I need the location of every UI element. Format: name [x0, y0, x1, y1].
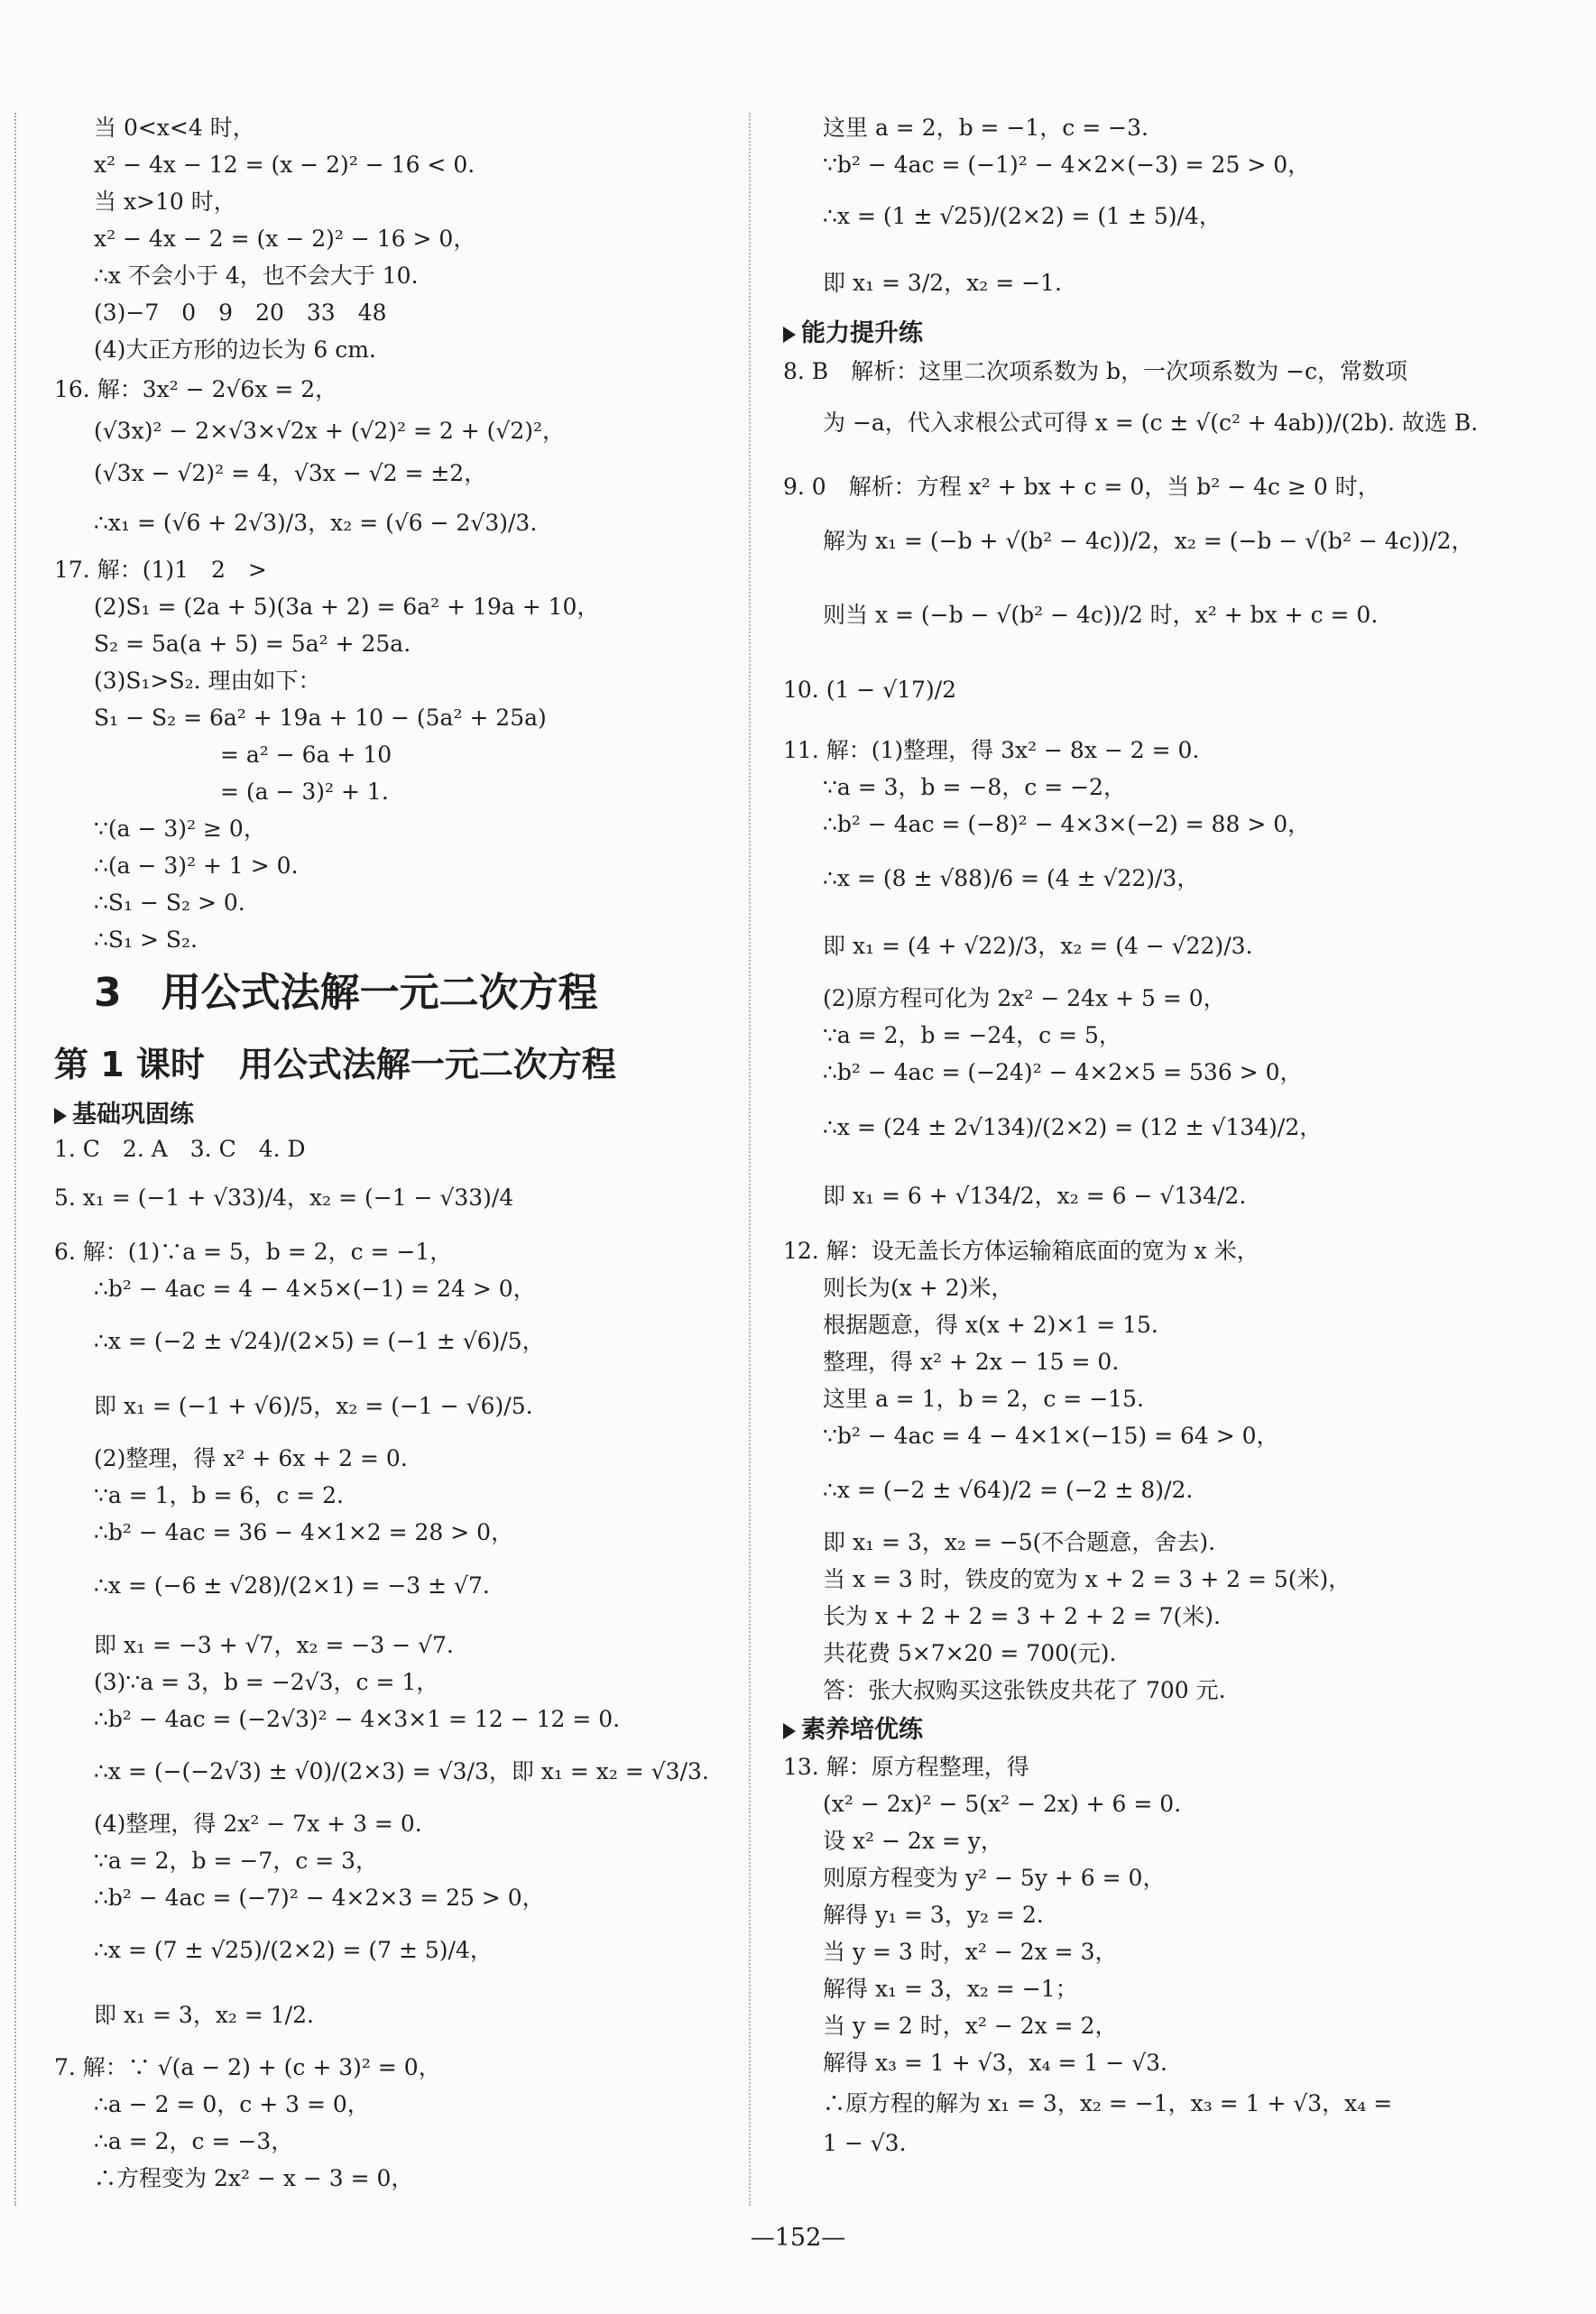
text-line: 解为 x₁ = (−b + √(b² − 4c))/2，x₂ = (−b − √(b² − 4c))/2，	[823, 528, 1474, 554]
text-line: 当 x>10 时，	[94, 189, 236, 215]
text-line: (3)∵a = 3，b = −2√3，c = 1，	[94, 1669, 439, 1695]
page-edge-marker	[14, 113, 16, 2206]
text-line: 当 x = 3 时，铁皮的宽为 x + 2 = 3 + 2 = 5(米)，	[823, 1566, 1352, 1592]
text-line: ∴b² − 4ac = (−2√3)² − 4×3×1 = 12 − 12 = 0.	[94, 1706, 621, 1732]
text-line: = a² − 6a + 10	[220, 742, 392, 768]
text-line: S₂ = 5a(a + 5) = 5a² + 25a.	[94, 631, 411, 657]
text-line: ∴S₁ > S₂.	[94, 927, 198, 953]
text-line: ∵b² − 4ac = 4 − 4×1×(−15) = 64 > 0，	[823, 1423, 1279, 1449]
lesson-title: 第 1 课时 用公式法解一元二次方程	[54, 1045, 616, 1084]
text-line: 这里 a = 1，b = 2，c = −15.	[823, 1386, 1144, 1412]
text-line: ∴x = (−6 ± √28)/(2×1) = −3 ± √7.	[94, 1572, 490, 1599]
problem-17-header: 17. 解：(1)1 2 >	[54, 557, 267, 583]
text-line: 整理，得 x² + 2x − 15 = 0.	[823, 1349, 1120, 1375]
page-number: —152—	[750, 2224, 846, 2252]
text-line: 解得 y₁ = 3，y₂ = 2.	[823, 1902, 1044, 1928]
chapter-title: 3 用公式法解一元二次方程	[94, 970, 598, 1016]
problem-7-header: 7. 解：∵ √(a − 2) + (c + 3)² = 0，	[54, 2054, 441, 2080]
text-line: (3)−7 0 9 20 33 48	[94, 300, 387, 326]
section-ability-heading: 能力提升练	[783, 318, 923, 349]
text-line: 1 − √3.	[823, 2130, 907, 2156]
text-line: 即 x₁ = −3 + √7，x₂ = −3 − √7.	[94, 1632, 454, 1658]
text-line: (4)大正方形的边长为 6 cm.	[94, 336, 376, 363]
text-line: S₁ − S₂ = 6a² + 19a + 10 − (5a² + 25a)	[94, 705, 547, 731]
text-line: 解得 x₃ = 1 + √3，x₄ = 1 − √3.	[823, 2050, 1167, 2076]
problem-12-header: 12. 解：设无盖长方体运输箱底面的宽为 x 米，	[783, 1238, 1259, 1264]
problem-11-header: 11. 解：(1)整理，得 3x² − 8x − 2 = 0.	[783, 737, 1200, 763]
text-line: 即 x₁ = (−1 + √6)/5，x₂ = (−1 − √6)/5.	[94, 1393, 533, 1419]
text-line: 5. x₁ = (−1 + √33)/4，x₂ = (−1 − √33)/4	[54, 1185, 514, 1211]
column-divider	[749, 113, 751, 2206]
text-line: ∵b² − 4ac = (−1)² − 4×2×(−3) = 25 > 0，	[823, 152, 1311, 178]
triangle-marker-icon	[54, 1108, 67, 1124]
text-line: ∴b² − 4ac = 4 − 4×5×(−1) = 24 > 0，	[94, 1276, 536, 1302]
problem-8: 8. B 解析：这里二次项系数为 b，一次项系数为 −c，常数项	[783, 358, 1408, 384]
text-line: (2)整理，得 x² + 6x + 2 = 0.	[94, 1445, 408, 1471]
text-line: 当 0<x<4 时，	[94, 115, 255, 141]
text-line: 共花费 5×7×20 = 700(元).	[823, 1640, 1117, 1666]
section-quality-heading: 素养培优练	[783, 1715, 923, 1746]
text-line: ∴原方程的解为 x₁ = 3，x₂ = −1，x₃ = 1 + √3，x₄ =	[823, 2090, 1393, 2116]
problem-10: 10. (1 − √17)/2	[783, 677, 957, 703]
text-line: ∴x₁ = (√6 + 2√3)/3，x₂ = (√6 − 2√3)/3.	[94, 510, 538, 536]
text-line: ∴x = (−2 ± √64)/2 = (−2 ± 8)/2.	[823, 1477, 1194, 1503]
text-line: 答：张大叔购买这张铁皮共花了 700 元.	[823, 1677, 1226, 1703]
text-line: ∴a = 2，c = −3，	[94, 2128, 294, 2154]
problem-13-header: 13. 解：原方程整理，得	[783, 1754, 1029, 1780]
problem-9: 9. 0 解析：方程 x² + bx + c = 0，当 b² − 4c ≥ 0 时，	[783, 474, 1380, 500]
text-line: 即 x₁ = 3/2，x₂ = −1.	[823, 270, 1062, 296]
text-line: 即 x₁ = 3，x₂ = −5(不合题意，舍去).	[823, 1529, 1216, 1555]
text-line: x² − 4x − 2 = (x − 2)² − 16 > 0，	[94, 226, 476, 252]
text-line: ∴b² − 4ac = (−8)² − 4×3×(−2) = 88 > 0，	[823, 811, 1311, 837]
text-line: 这里 a = 2，b = −1，c = −3.	[823, 115, 1149, 141]
text-line: (√3x − √2)² = 4，√3x − √2 = ±2，	[94, 460, 487, 486]
text-line: 为 −a，代入求根公式可得 x = (c ± √(c² + 4ab))/(2b). 故选 B.	[823, 410, 1479, 436]
text-line: ∴b² − 4ac = 36 − 4×1×2 = 28 > 0，	[94, 1519, 514, 1545]
text-line: ∵a = 3，b = −8，c = −2，	[823, 774, 1126, 800]
text-line: 1. C 2. A 3. C 4. D	[54, 1136, 306, 1162]
text-line: ∴b² − 4ac = (−7)² − 4×2×3 = 25 > 0，	[94, 1885, 545, 1911]
text-line: 长为 x + 2 + 2 = 3 + 2 + 2 = 7(米).	[823, 1603, 1221, 1629]
text-line: ∴x = (1 ± √25)/(2×2) = (1 ± 5)/4，	[823, 203, 1222, 229]
text-line: 则长为(x + 2)米，	[823, 1275, 1014, 1301]
text-line: (2)原方程可化为 2x² − 24x + 5 = 0，	[823, 985, 1226, 1011]
text-line: ∵(a − 3)² ≥ 0，	[94, 816, 266, 842]
text-line: (x² − 2x)² − 5(x² − 2x) + 6 = 0.	[823, 1791, 1182, 1817]
text-line: ∵a = 1，b = 6，c = 2.	[94, 1482, 345, 1508]
text-line: x² − 4x − 12 = (x − 2)² − 16 < 0.	[94, 152, 475, 178]
text-line: 即 x₁ = 3，x₂ = 1/2.	[94, 2002, 314, 2028]
text-line: 即 x₁ = 6 + √134/2，x₂ = 6 − √134/2.	[823, 1183, 1247, 1209]
triangle-marker-icon	[783, 327, 796, 343]
text-line: ∴x = (−2 ± √24)/(2×5) = (−1 ± √6)/5，	[94, 1328, 545, 1354]
text-line: 根据题意，得 x(x + 2)×1 = 15.	[823, 1312, 1158, 1338]
text-line: ∵a = 2，b = −7，c = 3，	[94, 1848, 379, 1874]
text-line: ∴方程变为 2x² − x − 3 = 0，	[94, 2165, 414, 2191]
section-basic-heading: 基础巩固练	[54, 1100, 194, 1130]
text-line: 即 x₁ = (4 + √22)/3，x₂ = (4 − √22)/3.	[823, 933, 1253, 959]
text-line: ∴(a − 3)² + 1 > 0.	[94, 853, 299, 879]
text-line: ∴b² − 4ac = (−24)² − 4×2×5 = 536 > 0，	[823, 1059, 1303, 1085]
text-line: (√3x)² − 2×√3×√2x + (√2)² = 2 + (√2)²，	[94, 418, 566, 444]
text-line: ∴S₁ − S₂ > 0.	[94, 890, 245, 916]
problem-6-header: 6. 解：(1)∵a = 5，b = 2，c = −1，	[54, 1239, 453, 1265]
problem-16-header: 16. 解：3x² − 2√6x = 2，	[54, 376, 338, 402]
text-line: = (a − 3)² + 1.	[220, 779, 389, 805]
text-line: (3)S₁>S₂. 理由如下：	[94, 668, 321, 694]
text-line: 当 y = 3 时，x² − 2x = 3，	[823, 1939, 1118, 1965]
text-line: 则当 x = (−b − √(b² − 4c))/2 时，x² + bx + c = 0.	[823, 602, 1379, 628]
text-line: ∴x = (24 ± 2√134)/(2×2) = (12 ± √134)/2，	[823, 1114, 1323, 1140]
text-line: 当 y = 2 时，x² − 2x = 2，	[823, 2013, 1118, 2039]
text-line: ∴x = (7 ± √25)/(2×2) = (7 ± 5)/4，	[94, 1937, 493, 1963]
text-line: ∴x = (8 ± √88)/6 = (4 ± √22)/3，	[823, 865, 1200, 891]
text-line: (4)整理，得 2x² − 7x + 3 = 0.	[94, 1811, 422, 1837]
text-line: ∴x 不会小于 4，也不会大于 10.	[94, 263, 419, 289]
text-line: 设 x² − 2x = y，	[823, 1828, 1003, 1854]
text-line: ∵a = 2，b = −24，c = 5，	[823, 1022, 1121, 1048]
text-line: 则原方程变为 y² − 5y + 6 = 0，	[823, 1865, 1166, 1891]
text-line: 解得 x₁ = 3，x₂ = −1；	[823, 1976, 1078, 2002]
triangle-marker-icon	[783, 1723, 796, 1739]
text-line: ∴a − 2 = 0，c + 3 = 0，	[94, 2091, 370, 2117]
text-line: ∴x = (−(−2√3) ± √0)/(2×3) = √3/3，即 x₁ = x₂ = √3/3.	[94, 1758, 709, 1784]
text-line: (2)S₁ = (2a + 5)(3a + 2) = 6a² + 19a + 10，	[94, 594, 600, 620]
